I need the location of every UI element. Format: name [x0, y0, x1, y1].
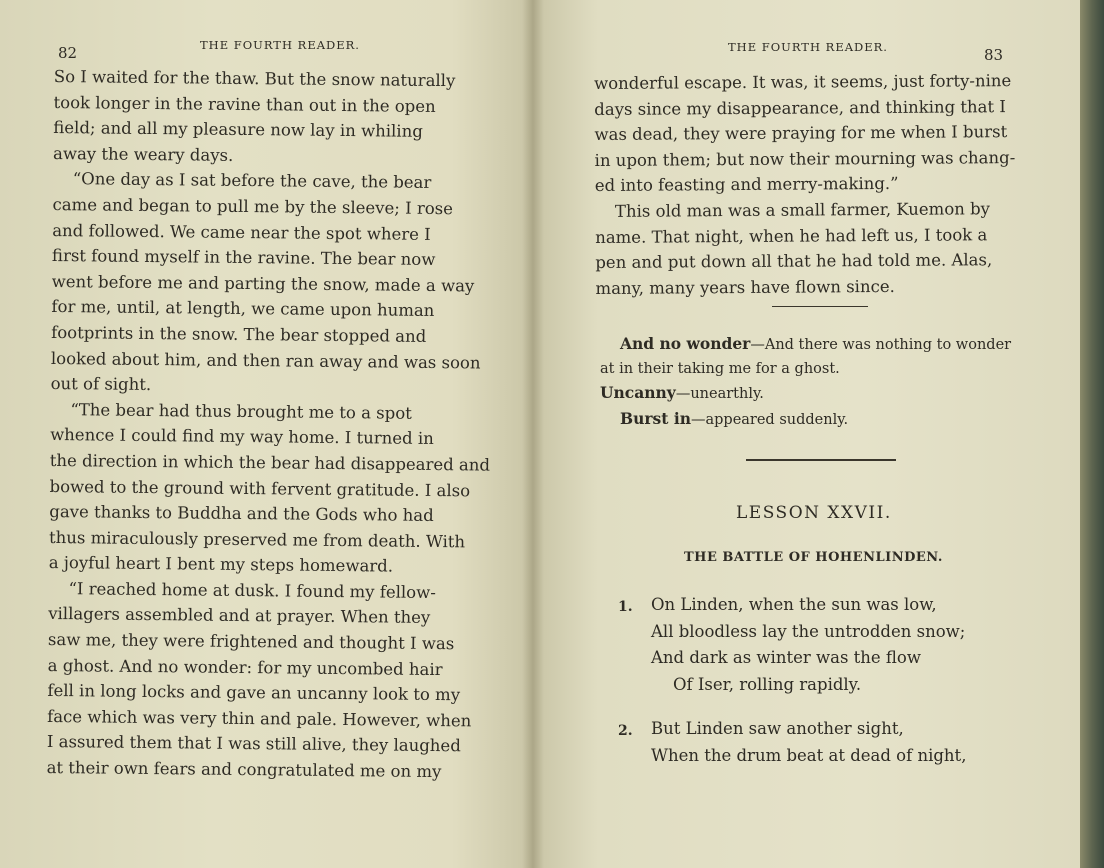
right-page-text — [594, 68, 1020, 301]
text-line: whence I could find my way home. I turned in — [50, 425, 434, 449]
text-line: face which was very thin and pale. However, when — [47, 706, 472, 731]
section-divider — [746, 459, 896, 461]
text-line: “I reached home at dusk. I found my fellow- — [68, 579, 436, 602]
glossary-continuation: at in their taking me for a ghost. — [600, 360, 840, 377]
text-line: took longer in the ravine than out in the open — [53, 92, 436, 116]
text-line: a ghost. And no wonder: for my uncombed hair — [47, 655, 443, 679]
glossary-entry — [600, 332, 1030, 358]
lesson-title: LESSON XXVII. — [736, 503, 892, 523]
text-line: I assured them that I was still alive, they laughed — [46, 732, 461, 756]
book-gutter — [522, 0, 544, 868]
poem-line: When the drum beat at dead of night, — [651, 745, 967, 765]
glossary-definition: —And there was nothing to wonder — [750, 337, 1012, 353]
text-line: bowed to the ground with fervent gratitude. I also — [49, 476, 471, 500]
text-line: went before me and parting the snow, made a way — [51, 271, 475, 296]
left-page-number: 82 — [58, 44, 78, 62]
text-line: “The bear had thus brought me to a spot — [70, 399, 412, 423]
text-line: wonderful escape. It was, it seems, just forty-nine — [594, 71, 1012, 93]
poem-line: Of Iser, rolling rapidly. — [673, 674, 862, 694]
text-line: a joyful heart I bent my steps homeward. — [48, 553, 394, 576]
text-line: away the weary days. — [52, 143, 234, 165]
poem-title: THE BATTLE OF HOHENLINDEN. — [684, 550, 943, 565]
glossary-term: Uncanny — [600, 383, 676, 402]
text-line: saw me, they were frightened and thought I was — [47, 630, 455, 654]
glossary-definition: —unearthly. — [675, 386, 764, 402]
text-line: thus miraculously preserved me from death. With — [48, 527, 466, 552]
text-line: was dead, they were praying for me when I burst — [594, 122, 1008, 145]
text-line: the direction in which the bear had disappeared and — [49, 450, 491, 475]
text-line: fell in long locks and gave an uncanny look to my — [47, 681, 461, 705]
text-line: many, many years have flown since. — [595, 276, 895, 298]
text-line: villagers assembled and at prayer. When they — [48, 604, 431, 628]
right-page-number: 83 — [984, 46, 1004, 64]
stanza-2 — [618, 716, 966, 769]
text-line: field; and all my pleasure now lay in whiling — [53, 118, 423, 142]
poem-line: But Linden saw another sight, — [651, 719, 904, 738]
poem-line: On Linden, when the sun was low, — [651, 595, 937, 614]
section-divider — [772, 306, 868, 307]
text-line: So I waited for the thaw. But the snow naturally — [53, 66, 456, 91]
right-running-head: THE FOURTH READER. — [728, 40, 888, 54]
book-cover-edge — [1080, 0, 1104, 868]
text-line: ed into feasting and merry-making.” — [594, 174, 899, 196]
left-page-text — [46, 64, 493, 785]
text-line: looked about him, and then ran away and was soon — [50, 348, 481, 373]
stanza-number: 1. — [618, 599, 633, 615]
glossary — [600, 332, 1030, 432]
text-line: name. That night, when he had left us, I took a — [595, 224, 988, 247]
glossary-term: Burst in — [620, 408, 691, 428]
text-line: at their own fears and congratulated me on my — [46, 757, 442, 782]
poem-line: And dark as winter was the flow — [651, 648, 921, 667]
glossary-term: And no wonder — [620, 334, 751, 353]
text-line: and followed. We came near the spot where I — [52, 220, 431, 244]
stanza-1 — [618, 592, 965, 698]
stanza-number: 2. — [618, 723, 633, 739]
text-line: pen and put down all that he had told me. Alas, — [595, 250, 993, 273]
glossary-entry — [600, 381, 1030, 407]
text-line: This old man was a small farmer, Kuemon by — [614, 199, 991, 221]
glossary-definition: —appeared suddenly. — [690, 411, 849, 428]
text-line: “One day as I sat before the cave, the bear — [72, 169, 432, 193]
text-line: days since my disappearance, and thinking that I — [594, 96, 1006, 119]
text-line: for me, until, at length, we came upon human — [51, 297, 435, 321]
poem-line: All bloodless lay the untrodden snow; — [651, 621, 966, 641]
text-line: footprints in the snow. The bear stopped and — [51, 322, 427, 346]
text-line: out of sight. — [50, 374, 152, 395]
text-line: first found myself in the ravine. The bear now — [51, 246, 436, 270]
text-line: in upon them; but now their mourning was chang- — [594, 147, 1016, 170]
text-line: came and began to pull me by the sleeve; I rose — [52, 194, 454, 219]
left-running-head: THE FOURTH READER. — [200, 38, 360, 52]
glossary-entry — [600, 407, 1030, 433]
text-line: gave thanks to Buddha and the Gods who had — [49, 502, 434, 526]
